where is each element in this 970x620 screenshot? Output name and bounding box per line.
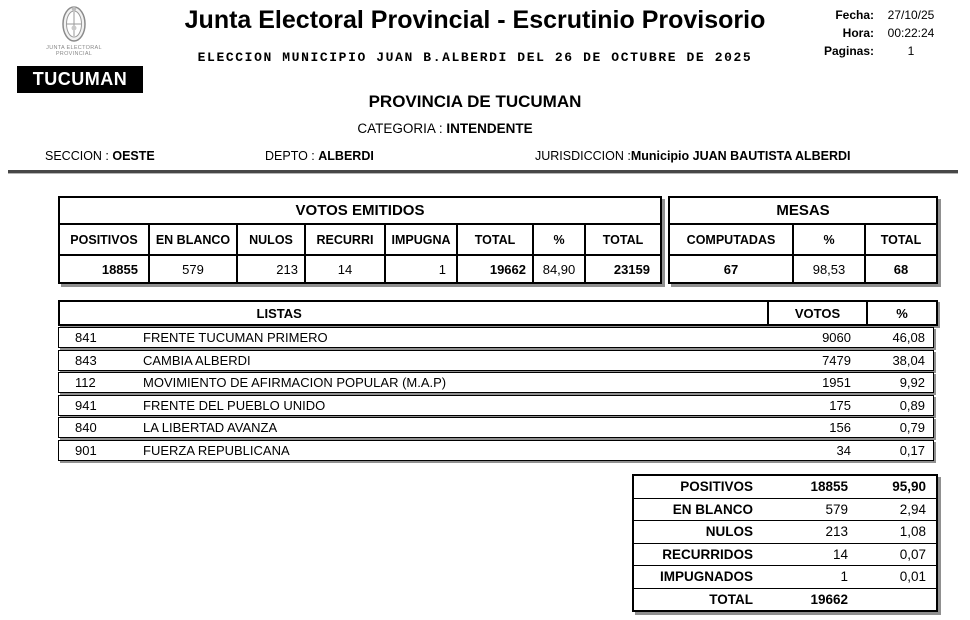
table-row — [634, 566, 936, 589]
column-header: NULOS — [236, 225, 304, 254]
resumen-pct: 0,07 — [899, 546, 926, 562]
mesas-pct-value: 98,53 — [792, 256, 864, 282]
hora-value: 00:22:24 — [887, 26, 935, 40]
fecha-value: 27/10/25 — [887, 8, 935, 22]
election-subtitle: ELECCION MUNICIPIO JUAN B.ALBERDI DEL 26 DE OCTUBRE DE 2025 — [197, 50, 753, 65]
column-header: POSITIVOS — [70, 232, 138, 247]
total-emitidos-value: 19662 — [456, 256, 532, 282]
jurisdiccion-field — [535, 149, 851, 163]
seccion-label: SECCION : — [45, 149, 113, 163]
table-row — [58, 440, 934, 461]
mesas-computadas-value: 67 — [723, 261, 739, 277]
jurisdiccion-label: JURISDICCION : — [535, 149, 631, 163]
lista-votos: 1951 — [822, 375, 851, 390]
logo-caption: JUNTA ELECTORAL PROVINCIAL — [46, 45, 102, 57]
lista-votos: 34 — [836, 442, 851, 458]
lista-nombre: FRENTE TUCUMAN PRIMERO — [143, 330, 328, 345]
lista-nombre: CAMBIA ALBERDI — [143, 352, 251, 368]
resumen-label: RECURRIDOS — [662, 546, 753, 562]
votos-emitidos-values-row — [60, 256, 660, 282]
depto-label: DEPTO : — [265, 149, 319, 163]
lista-pct: 0,79 — [899, 420, 925, 435]
column-header: EN BLANCO — [148, 225, 236, 254]
table-row — [58, 417, 934, 438]
resumen-valor: 14 — [832, 546, 848, 562]
table-row — [634, 589, 936, 611]
lista-nombre: FUERZA REPUBLICANA — [143, 442, 290, 458]
column-header: RECURRI — [304, 225, 384, 254]
table-row — [634, 521, 936, 544]
resumen-valor: 213 — [825, 524, 848, 540]
lista-pct: 46,08 — [892, 330, 925, 345]
resumen-pct: 1,08 — [899, 524, 926, 540]
resumen-valor: 18855 — [810, 479, 848, 495]
total-padron-value: 23159 — [584, 256, 660, 282]
meta-hora-row — [812, 26, 940, 40]
votos-emitidos-header-row — [60, 225, 660, 256]
seccion-field — [45, 149, 155, 163]
column-header: TOTAL — [584, 225, 660, 254]
depto-field — [265, 149, 374, 163]
province-title: PROVINCIA DE TUCUMAN — [368, 92, 582, 111]
resumen-label: TOTAL — [709, 591, 753, 607]
resumen-pct: 0,01 — [899, 569, 926, 585]
province-badge: TUCUMAN — [17, 66, 143, 93]
listas-header-row — [58, 300, 938, 326]
pct-header-label: % — [866, 302, 936, 324]
votos-header-label: VOTOS — [767, 302, 866, 324]
resumen-label: EN BLANCO — [672, 501, 753, 517]
table-row — [58, 350, 934, 371]
resumen-table — [632, 474, 938, 612]
categoria-label: CATEGORIA : — [357, 121, 447, 136]
lista-votos: 9060 — [822, 330, 851, 345]
table-row — [634, 544, 936, 567]
column-header: IMPUGNA — [384, 225, 456, 254]
lista-pct: 38,04 — [892, 352, 925, 368]
coat-of-arms-icon — [60, 4, 88, 44]
recurridos-value: 14 — [304, 256, 384, 282]
depto-value: ALBERDI — [318, 149, 374, 163]
lista-pct: 0,17 — [899, 442, 925, 458]
resumen-label: IMPUGNADOS — [659, 569, 753, 585]
lista-numero: 841 — [75, 330, 97, 345]
mesas-total-value: 68 — [864, 256, 936, 282]
lista-nombre: MOVIMIENTO DE AFIRMACION POPULAR (M.A.P) — [143, 375, 447, 390]
positivos-value: 18855 — [101, 261, 138, 277]
resumen-valor: 19662 — [810, 591, 848, 607]
lista-votos: 175 — [829, 397, 851, 413]
page-title: Junta Electoral Provincial - Escrutinio Provisorio — [184, 6, 766, 34]
lista-votos: 7479 — [822, 352, 851, 368]
hora-label: Hora: — [842, 26, 874, 40]
categoria-value: INTENDENTE — [446, 121, 533, 136]
table-row — [58, 327, 934, 348]
meta-fecha-row — [812, 8, 940, 22]
mesas-values-row — [670, 256, 936, 282]
column-header: % — [792, 225, 864, 254]
resumen-label: POSITIVOS — [680, 479, 753, 495]
mesas-table — [668, 196, 938, 284]
column-header: % — [532, 225, 584, 254]
meta-paginas-row — [812, 44, 940, 58]
mesas-title: MESAS — [670, 198, 936, 225]
en-blanco-value: 579 — [148, 256, 236, 282]
listas-rows — [58, 327, 934, 462]
resumen-valor: 579 — [825, 501, 848, 517]
table-row — [634, 476, 936, 499]
column-header: TOTAL — [864, 225, 936, 254]
lista-numero: 941 — [75, 397, 97, 413]
lista-pct: 9,92 — [899, 375, 925, 390]
mesas-header-row — [670, 225, 936, 256]
lista-nombre: FRENTE DEL PUEBLO UNIDO — [143, 397, 326, 413]
listas-header-label: LISTAS — [256, 305, 302, 321]
lista-numero: 843 — [75, 352, 97, 368]
jurisdiccion-value: Municipio JUAN BAUTISTA ALBERDI — [630, 149, 851, 163]
fecha-label: Fecha: — [835, 8, 874, 22]
lista-numero: 112 — [75, 375, 96, 390]
categoria-line — [20, 121, 870, 136]
table-row — [58, 395, 934, 416]
seccion-value: OESTE — [112, 149, 155, 163]
paginas-label: Paginas: — [823, 44, 874, 58]
column-header: TOTAL — [456, 225, 532, 254]
lista-numero: 901 — [75, 442, 97, 458]
resumen-pct: 95,90 — [892, 479, 926, 495]
nulos-value: 213 — [236, 256, 304, 282]
separator-line — [8, 170, 958, 173]
resumen-pct: 2,94 — [899, 501, 926, 517]
column-header: COMPUTADAS — [686, 232, 776, 247]
listas-header-cell — [60, 302, 767, 324]
resumen-label: NULOS — [705, 524, 753, 540]
table-row — [634, 499, 936, 522]
lista-numero: 840 — [75, 420, 97, 435]
votos-emitidos-table — [58, 196, 662, 284]
lista-pct: 0,89 — [899, 397, 925, 413]
votos-emitidos-title: VOTOS EMITIDOS — [60, 198, 660, 225]
table-row — [58, 372, 934, 393]
paginas-value: 1 — [907, 44, 915, 58]
resumen-valor: 1 — [840, 569, 848, 585]
lista-votos: 156 — [829, 420, 851, 435]
impugnados-value: 1 — [384, 256, 456, 282]
lista-nombre: LA LIBERTAD AVANZA — [143, 420, 278, 435]
porcentaje-value: 84,90 — [532, 256, 584, 282]
